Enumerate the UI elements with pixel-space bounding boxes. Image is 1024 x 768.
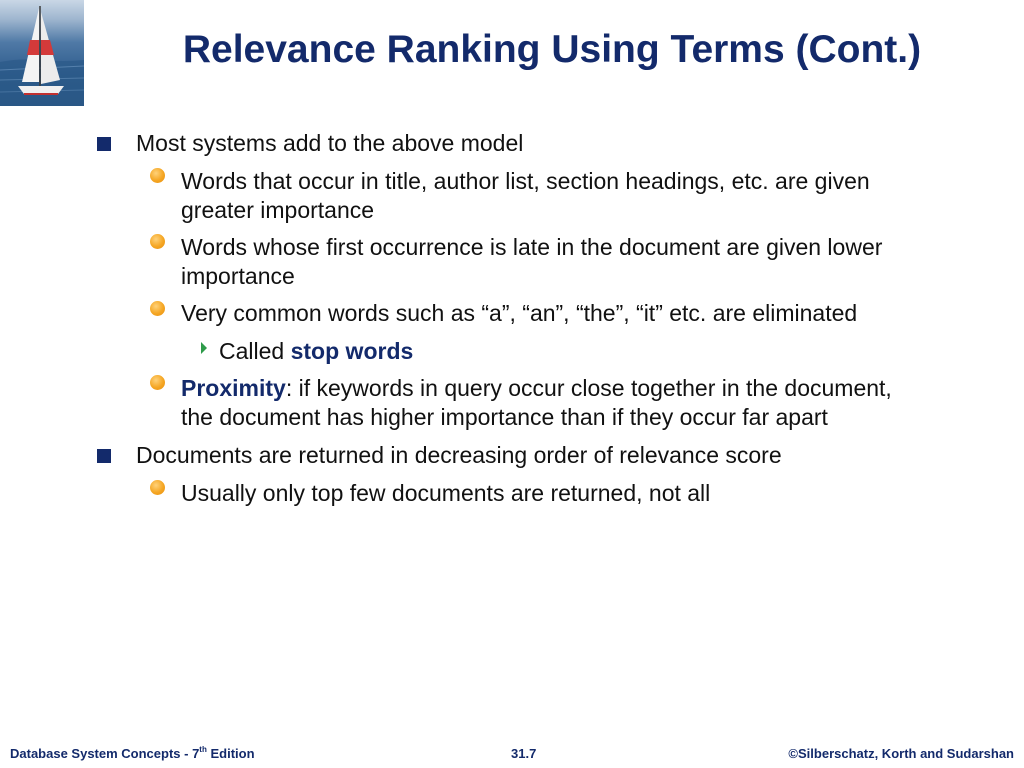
bullet-item bbox=[136, 441, 782, 470]
bullet-item bbox=[136, 129, 523, 158]
bullet-item bbox=[219, 337, 413, 366]
bullet-text: Documents are returned in decreasing order of relevance score bbox=[136, 442, 782, 468]
emphasis-term: Proximity bbox=[181, 375, 286, 401]
bullet-text: Words that occur in title, author list, section headings, etc. are given bbox=[181, 168, 870, 194]
bullet-item bbox=[181, 479, 710, 508]
square-bullet-icon bbox=[97, 137, 111, 151]
bullet-text: Called bbox=[219, 338, 291, 364]
bullet-text: Most systems add to the above model bbox=[136, 130, 524, 156]
bullet-text-continuation: importance bbox=[181, 263, 295, 289]
footer-superscript: th bbox=[199, 745, 207, 754]
bullet-text: : if keywords in query occur close together in the document, bbox=[285, 375, 892, 401]
slide-title: Relevance Ranking Using Terms (Cont.) bbox=[182, 28, 922, 71]
circle-bullet-icon bbox=[150, 301, 165, 316]
footer-book-title-text: Database System Concepts - 7 bbox=[10, 746, 200, 761]
circle-bullet-icon bbox=[150, 234, 165, 249]
bullet-text: Usually only top few documents are returned, not all bbox=[181, 480, 711, 506]
bullet-text-continuation: the document has higher importance than if they occur far apart bbox=[181, 404, 828, 430]
bullet-item bbox=[181, 233, 941, 291]
footer-edition-text: Edition bbox=[206, 746, 255, 761]
bullet-item bbox=[181, 167, 941, 225]
sailboat-logo-icon bbox=[0, 0, 84, 106]
square-bullet-icon bbox=[97, 449, 111, 463]
circle-bullet-icon bbox=[150, 375, 165, 390]
bullet-text: Words whose first occurrence is late in the document are given lower bbox=[181, 234, 883, 260]
emphasis-term: stop words bbox=[290, 338, 414, 364]
footer-slide-number: 31.7 bbox=[511, 746, 537, 761]
footer-copyright: ©Silberschatz, Korth and Sudarshan bbox=[788, 746, 1014, 761]
bullet-text: Very common words such as “a”, “an”, “the”, “it” etc. are eliminated bbox=[181, 300, 858, 326]
footer-book-title bbox=[10, 746, 255, 761]
triangle-bullet-icon bbox=[201, 342, 207, 354]
bullet-item bbox=[181, 374, 981, 432]
bullet-text-continuation: greater importance bbox=[181, 197, 375, 223]
bullet-item bbox=[181, 299, 857, 328]
circle-bullet-icon bbox=[150, 480, 165, 495]
circle-bullet-icon bbox=[150, 168, 165, 183]
